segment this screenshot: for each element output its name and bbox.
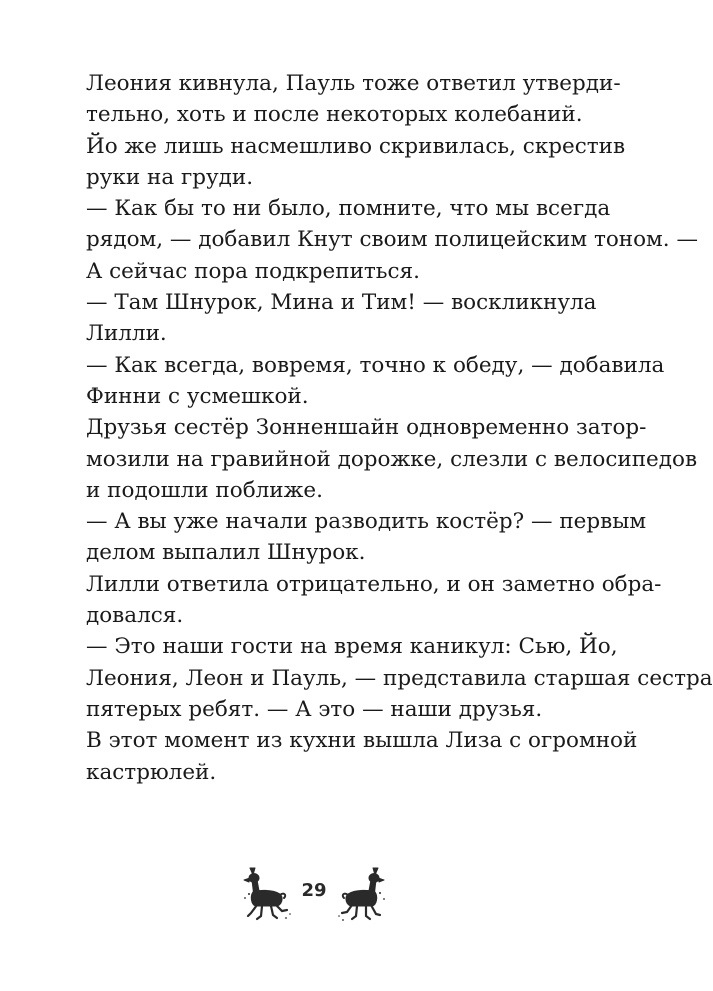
llama-icon — [240, 864, 292, 926]
text-line: Друзья сестёр Зонненшайн одновременно затор- — [86, 415, 647, 441]
text-line: кастрюлей. — [86, 759, 217, 785]
text-line: — Там Шнурок, Мина и Тим! — воскликнула — [86, 290, 597, 316]
text-line: Йо же лишь насмешливо скривилась, скрестив — [86, 133, 626, 159]
text-line: А сейчас пора подкрепиться. — [86, 258, 420, 284]
text-line: Леония кивнула, Пауль тоже ответил утверди- — [86, 71, 621, 96]
text-line: Финни с усмешкой. — [86, 383, 309, 409]
llama-icon — [336, 864, 388, 926]
text-line: Леония, Леон и Пауль, — представила старшая сестра — [86, 665, 713, 691]
text-line: руки на груди. — [86, 164, 254, 190]
text-line: рядом, — добавил Кнут своим полицейским тоном. — — [86, 227, 698, 253]
text-line: тельно, хоть и после некоторых колебаний. — [86, 102, 583, 128]
text-line: довался. — [86, 603, 184, 629]
text-line: — Это наши гости на время каникул: Сью, Йо, — [86, 634, 618, 660]
page-number: 29 — [301, 880, 327, 901]
text-line: и подошли поближе. — [86, 477, 323, 503]
body-text — [86, 68, 713, 788]
text-line: — Как всегда, вовремя, точно к обеду, — добавила — [86, 352, 665, 378]
page-footer — [0, 860, 641, 930]
text-line: Лилли ответила отрицательно, и он заметно обра- — [86, 571, 662, 597]
text-line: делом выпалил Шнурок. — [86, 540, 366, 566]
text-line: пятерых ребят. — А это — наши друзья. — [86, 696, 543, 722]
text-line: мозили на гравийной дорожке, слезли с велосипедов — [86, 446, 698, 472]
text-line: Лилли. — [86, 321, 167, 347]
text-line: — Как бы то ни было, помните, что мы всегда — [86, 196, 611, 222]
text-line: В этот момент из кухни вышла Лиза с огромной — [86, 728, 638, 754]
text-line: — А вы уже начали разводить костёр? — первым — [86, 509, 647, 535]
